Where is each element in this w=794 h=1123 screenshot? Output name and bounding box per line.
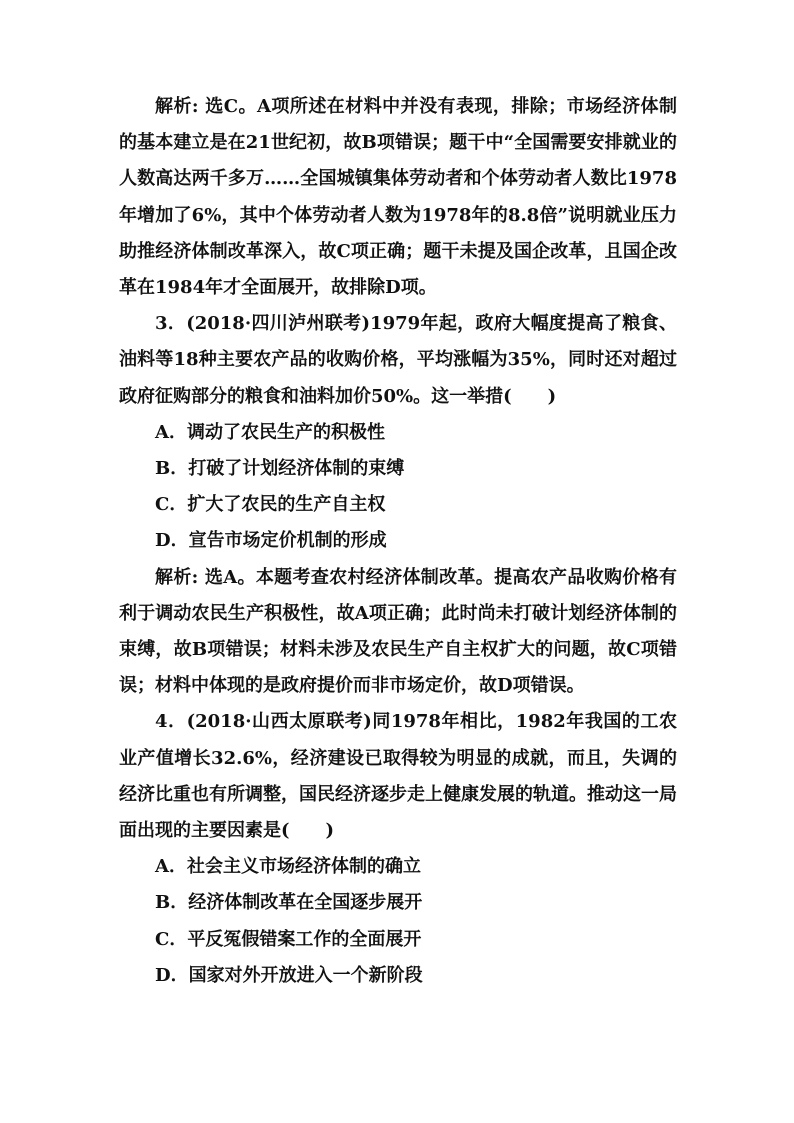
analysis-label: 解析 (155, 96, 192, 117)
analysis-paragraph-3 (119, 560, 677, 705)
question-4-option-c: C．平反冤假错案工作的全面展开 (155, 928, 422, 950)
document-page (119, 89, 677, 994)
question-4-option-d: D．国家对外开放进入一个新阶段 (155, 964, 423, 986)
analysis-paragraph-1 (119, 89, 677, 306)
question-4-stem (119, 704, 677, 849)
question-3-stem (119, 306, 677, 415)
question-3-option-b: B．打破了计划经济体制的束缚 (155, 458, 405, 480)
question-4-option-b: B．经济体制改革在全国逐步展开 (155, 892, 423, 914)
question-3-option-c: C．扩大了农民的生产自主权 (155, 494, 386, 516)
question-text: (2018·四川泸州联考)1979年起，政府大幅度提高了粮食、油料等18种主要农产品的收购价格，平均涨幅为35%，同时还对超过政府征购部分的粮食和油料加价50%。这一举措( ) (119, 313, 677, 407)
analysis-text: : 选A。本题考查农村经济体制改革。提高农产品收购价格有利于调动农民生产积极性，故A项正确；此时尚未打破计划经济体制的束缚，故B项错误；材料未涉及农民生产自主权扩大的问题，故C项错误；材料中体现的是政府提价而非市场定价，故D项错误。 (119, 566, 678, 697)
analysis-text: : 选C。A项所述在材料中并没有表现，排除；市场经济体制的基本建立是在21世纪初，故B项错误；题干中“全国需要安排就业的人数高达两千多万……全国城镇集体劳动者和个体劳动者人数比1978年增加了6%，其中个体劳动者人数为1978年的8.8倍”说明就业压力助推经济体制改革深入，故C项正确；题干未提及国企改革，且国企改革在1984年才全面展开，故排除D项。 (119, 96, 678, 299)
question-text: (2018·山西太原联考)同1978年相比，1982年我国的工农业产值增长32.6%，经济建设已取得较为明显的成就，而且，失调的经济比重也有所调整，国民经济逐步走上健康发展的轨道。推动这一局面出现的主要因素是( ) (119, 711, 677, 842)
analysis-label: 解析 (155, 566, 192, 588)
question-number: 4． (155, 711, 187, 733)
question-3-option-a: A．调动了农民生产的积极性 (155, 421, 385, 443)
question-number: 3． (155, 313, 187, 335)
question-3-option-d: D．宣告市场定价机制的形成 (155, 530, 387, 552)
question-4-option-a: A．社会主义市场经济体制的确立 (155, 856, 421, 878)
